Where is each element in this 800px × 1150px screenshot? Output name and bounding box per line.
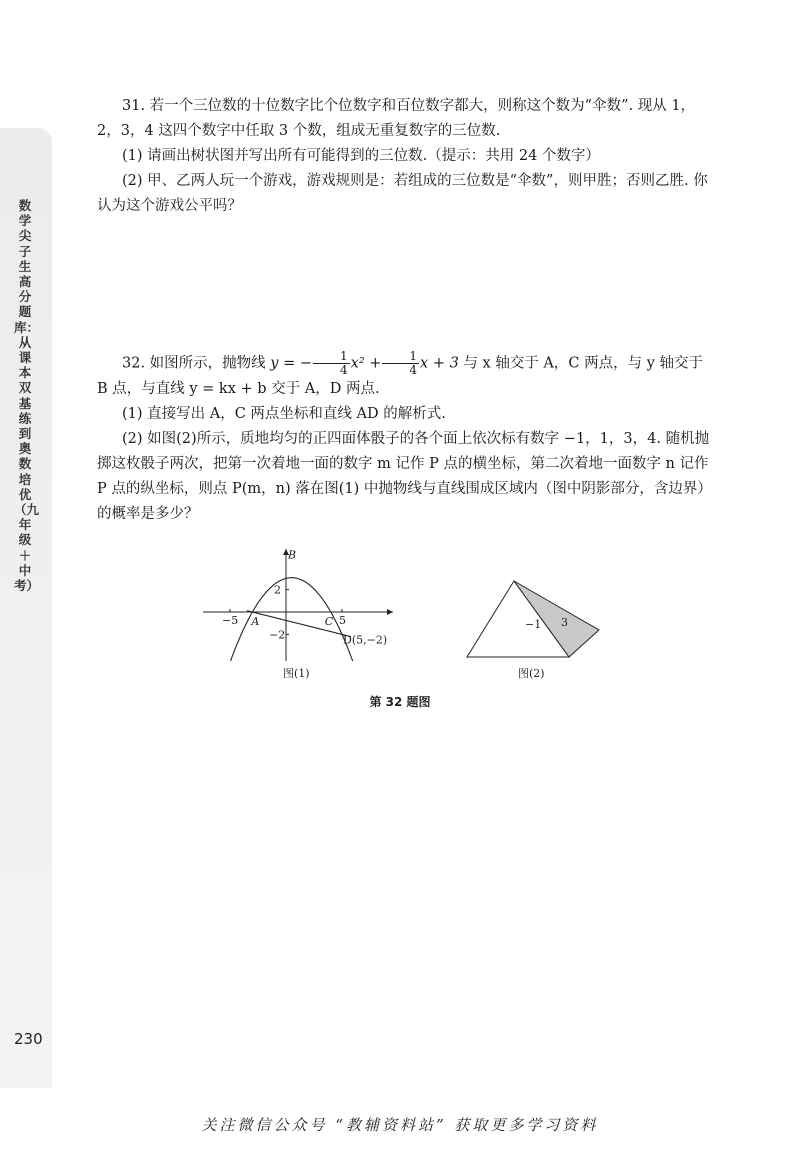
fraction-denominator: 4 bbox=[340, 363, 348, 377]
stem-rest: 与 x 轴交于 A，C 两点，与 y 轴交于 B 点，与直线 y = kx + b 交于 A，D 两点. bbox=[97, 355, 704, 397]
figure-1-caption: 图(1) bbox=[283, 667, 310, 680]
stem-intro: 32. 如图所示，抛物线 bbox=[122, 355, 266, 372]
tick-label-2: 2 bbox=[274, 583, 281, 597]
tick-label-neg2: −2 bbox=[269, 628, 286, 642]
line-ad bbox=[247, 611, 351, 637]
equation-x-squared: x² + bbox=[350, 355, 382, 372]
tick-label-neg5: −5 bbox=[222, 614, 239, 627]
fraction-numerator: 1 bbox=[313, 350, 350, 364]
tick-label-5: 5 bbox=[339, 614, 346, 627]
figure-1-graph bbox=[195, 545, 615, 685]
point-label-b: B bbox=[288, 548, 297, 562]
point-label-c: C bbox=[324, 615, 334, 628]
problem-32 bbox=[97, 350, 717, 527]
fraction-denominator: 4 bbox=[409, 363, 418, 377]
figures bbox=[195, 545, 615, 685]
problem-32-part2: (2) 如图(2)所示，质地均匀的正四面体骰子的各个面上依次标有数字 −1，1，3，4. 随机抛掷这枚骰子两次，把第一次着地一面的数字 m 记作 P 点的横坐标，第二次着地一面数字 n 记作 P 点的纵坐标，则点 P(m，n) 落在图(1) 中抛物线与直线围成区域内（图中阴影部分，含边界）的概率是多少？ bbox=[97, 431, 712, 522]
problem-32-part1: (1) 直接写出 A，C 两点坐标和直线 AD 的解析式. bbox=[122, 406, 446, 422]
fraction-quarter-1 bbox=[313, 350, 350, 377]
figure-title: 第 32 题图 bbox=[369, 695, 431, 709]
point-label-d: D(5,−2) bbox=[343, 633, 388, 647]
face-label-right: 3 bbox=[561, 616, 568, 629]
equation-y: y = − bbox=[270, 355, 312, 372]
face-label-left: −1 bbox=[525, 618, 542, 631]
problem-31 bbox=[97, 94, 717, 219]
problem-31-part2: (2) 甲、乙两人玩一个游戏，游戏规则是：若组成的三位数是“伞数”，则甲胜；否则乙胜. 你认为这个游戏公平吗？ bbox=[97, 173, 708, 214]
problem-31-part1: (1) 请画出树状图并写出所有可能得到的三位数.（提示：共用 24 个数字） bbox=[122, 148, 600, 164]
fraction-quarter-2 bbox=[382, 350, 419, 377]
problem-31-stem: 31. 若一个三位数的十位数字比个位数字和百位数字都大，则称这个数为“伞数”. 现从 1，2，3，4 这四个数字中任取 3 个数，组成无重复数字的三位数. bbox=[97, 98, 696, 139]
point-label-a: A bbox=[251, 615, 260, 628]
figure-2-tetrahedron bbox=[467, 581, 599, 680]
page-number: 230 bbox=[14, 1030, 43, 1048]
footer-note: 关注微信公众号 “教辅资料站” 获取更多学习资料 bbox=[201, 1116, 599, 1134]
problem-32-stem bbox=[97, 350, 717, 402]
fraction-numerator: 1 bbox=[382, 350, 419, 364]
x-axis-arrow bbox=[387, 609, 393, 615]
equation-x: x + 3 bbox=[420, 355, 459, 372]
figure-2-caption: 图(2) bbox=[518, 667, 545, 680]
book-title: 数学尖子生高分题库：从课本双基练到奥数培优（九年级＋中考） bbox=[14, 198, 40, 594]
